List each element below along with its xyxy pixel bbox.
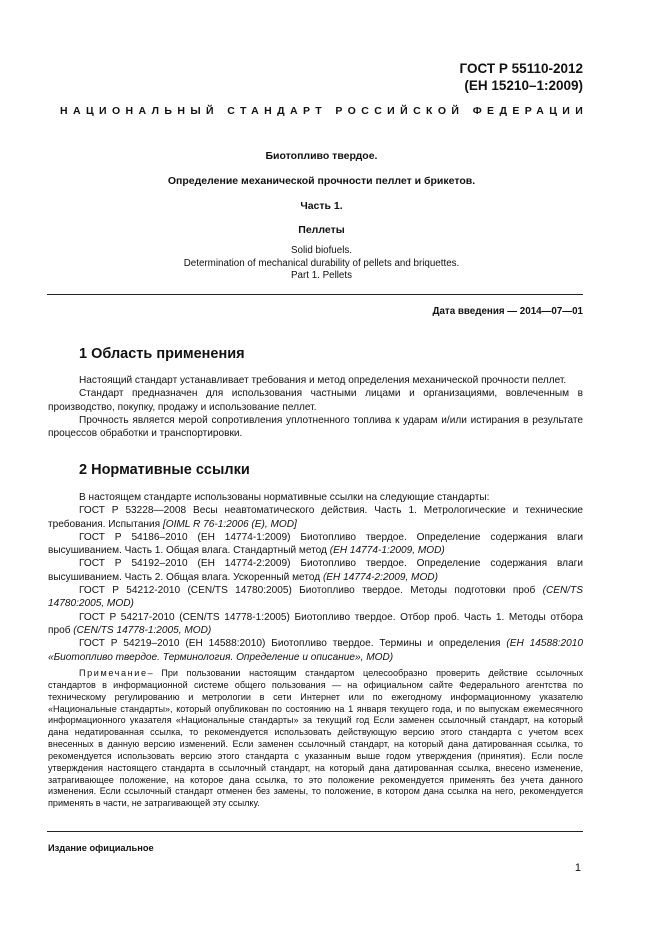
edition-label: Издание официальное [48,843,154,853]
title-ru-line1: Биотопливо твердое. [265,150,378,162]
title-divider [47,294,583,295]
national-standard-title: НАЦИОНАЛЬНЫЙ СТАНДАРТ РОССИЙСКОЙ ФЕДЕРАЦИИ [60,105,589,117]
standard-number-block [460,60,583,94]
title-en-line3: Part 1. Pellets [291,270,352,281]
reference-text: ГОСТ Р 54212-2010 (CEN/TS 14780:2005) Биотопливо твердое. Методы подготовки проб [79,585,543,597]
reference-equivalence: (ЕН 14588:2010 «Биотопливо твердое. Терминология. Определение и описание», MOD) [48,638,584,663]
paragraph: В настоящем стандарте использованы нормативные ссылки на следующие стандарты: [79,492,490,503]
paragraph: Стандарт предназначен для использования частными лицами и организациями, вовлеченным в производство, покупку, продажу и использование пеллет. [48,388,583,413]
reference-equivalence: [OIML R 76-1:2006 (E), MOD] [162,518,297,530]
reference-item [48,557,583,584]
section-1-body [48,374,583,440]
paragraph: Настоящий стандарт устанавливает требования и метод определения механической прочности пеллет. [79,375,567,386]
reference-text: ГОСТ Р 54186–2010 (ЕН 14774-1:2009) Биотопливо твердое. Определение содержания влаги высушиванием. Часть 1. Общая влага. Стандартный метод [48,531,583,557]
reference-item [48,637,583,664]
paragraph: Прочность является мерой сопротивления уплотненного топлива к ударам и/или истирания в результате процессов обработки и транспортировки. [48,414,583,440]
title-ru-line4: Пеллеты [298,224,345,236]
standard-number: ГОСТ Р 55110-2012 [459,61,583,76]
reference-text: ГОСТ Р 54219–2010 (ЕН 14588:2010) Биотопливо твердое. Термины и определения [79,638,507,650]
note [48,668,583,810]
page-number: 1 [574,862,581,874]
reference-text: ГОСТ Р 54192–2010 (ЕН 14774-2:2009) Биотопливо твердое. Определение содержания влаги высушиванием. Часть 2. Общая влага. Ускоренный метод [48,558,583,583]
title-en-line2: Determination of mechanical durability of pellets and briquettes. [183,257,460,269]
introduction-date: Дата введения — 2014—07—01 [432,306,583,317]
reference-equivalence: (CEN/TS 14780:2005, MOD) [48,585,583,610]
section-2-heading: 2 Нормативные ссылки [79,462,250,478]
reference-item [48,584,583,611]
note-text: – При пользовании настоящим стандартом целесообразно проверить действие ссылочных стандартов в информационной системе общего пользования — на официальном сайте Федерального агентства по техническому регулированию и метрологии в сети Интернет или по ежегодному информационному указателю «Национальные стандарты», который опубликован по состоянию на 1 января текущего года, и по выпускам ежемесячного информационного указателя «Национальные стандарты» за текущий год Если заменен ссылочный стандарт, на который дана недатированная ссылка, то рекомендуется использовать действующую версию этого стандарта с учетом всех внесенных в данную версию изменений. Если заменен ссылочный стандарт, на который дана датированная ссылка, то рекомендуется использовать версию этого стандарта с указанным выше годом утверждения (принятия). Если после утверждения настоящего стандарта в ссылочный стандарт, на который дана датированная ссылка, внесено изменение, затрагивающее положение, на которое дана ссылка, то это положение рекомендуется применять без учета данного изменения. Если ссылочный стандарт отменен без замены, то положение, в котором дана ссылка на него, рекомендуется применять в части, не затрагивающей эту ссылку. [48,668,583,809]
standard-equivalent: (ЕН 15210–1:2009) [464,78,583,93]
reference-equivalence: (ЕН 14774-1:2009, MOD) [329,545,445,557]
section-2-body [48,491,583,664]
reference-text: ГОСТ Р 53228—2008 Весы неавтоматического действия. Часть 1. Метрологические и технические требования. Испытания [48,505,583,530]
note-label: Примечание [79,668,148,678]
footer-divider [47,831,583,832]
reference-equivalence: (CEN/TS 14778-1:2005, MOD) [73,624,212,636]
reference-text: ГОСТ Р 54217-2010 (CEN/TS 14778-1:2005) Биотопливо твердое. Отбор проб. Часть 1. Методы отбора проб [48,611,583,636]
title-en-line1: Solid biofuels. [291,245,352,256]
reference-item [48,611,583,638]
title-ru-line3: Часть 1. [300,200,343,212]
title-en [60,245,583,283]
section-1-heading: 1 Область применения [79,346,245,362]
reference-equivalence: (ЕН 14774-2:2009, MOD) [322,571,438,583]
reference-item [48,531,583,558]
reference-item [48,504,583,531]
title-ru-line2: Определение механической прочности пеллет и брикетов. [167,175,476,187]
